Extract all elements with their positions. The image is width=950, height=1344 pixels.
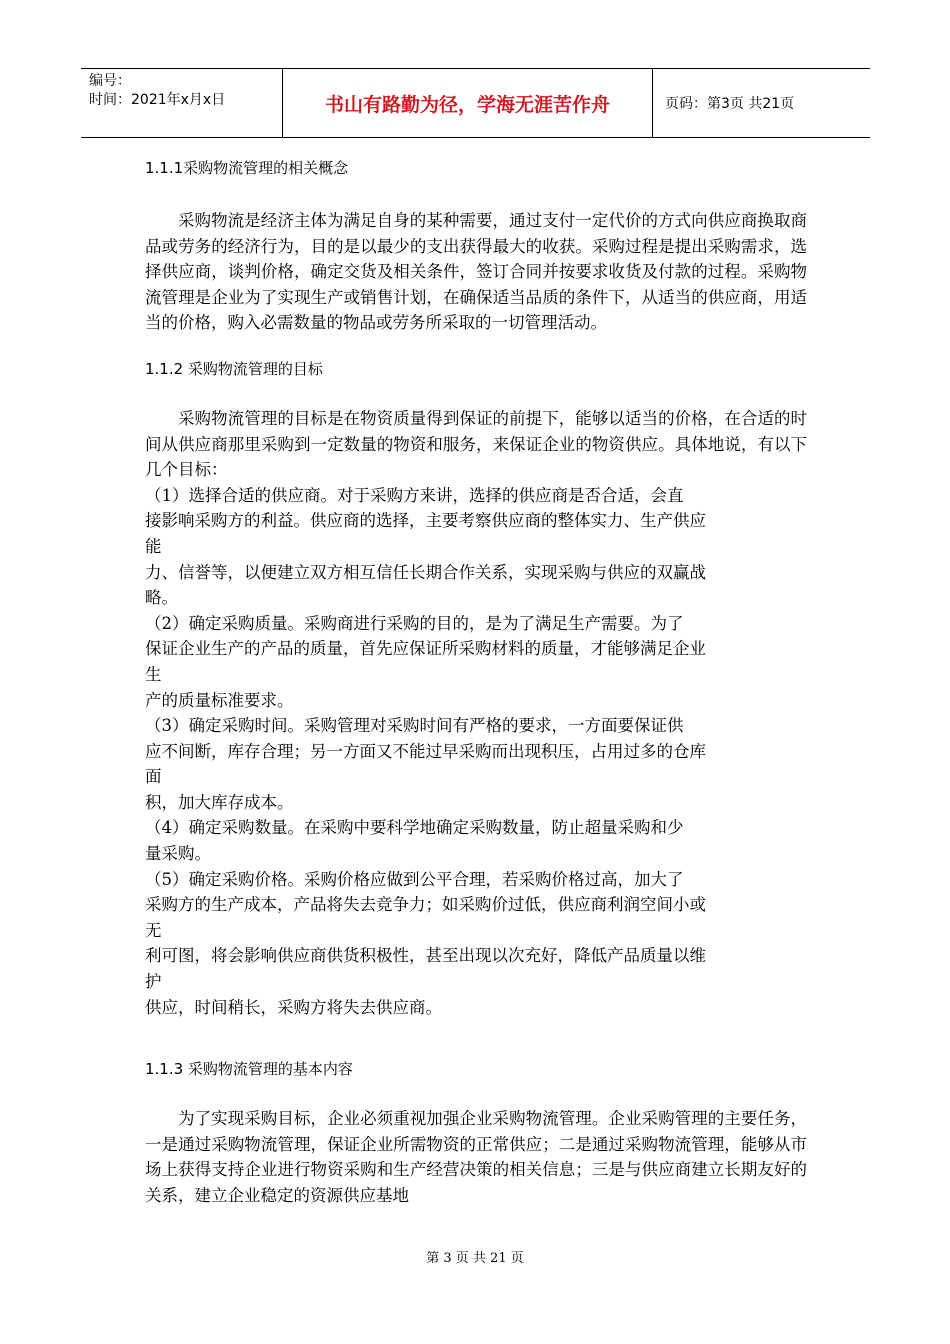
objective-line: 量采购。 — [145, 844, 211, 864]
header-table — [81, 68, 870, 138]
section-1-1-2-intro: 采购物流管理的目标是在物资质量得到保证的前提下，能够以适当的价格，在合适的时间从供应商那里采购到一定数量的物资和服务，来保证企业的物资供应。具体地说，有以下几个目标： — [145, 408, 807, 480]
objective-line: 面 — [145, 767, 162, 787]
objective-line: 接影响采购方的利益。供应商的选择，主要考察供应商的整体实力、生产供应 — [145, 511, 706, 531]
objective-line: 保证企业生产的产品的质量，首先应保证所采购材料的质量，才能够满足企业 — [145, 639, 706, 659]
objective-line: 生 — [145, 664, 162, 684]
header-page-code: 页码：第3页 共21页 — [665, 96, 795, 112]
objective-line: 产的质量标准要求。 — [145, 690, 294, 710]
document-number-label: 编号： — [89, 73, 131, 89]
objective-line: （3）确定采购时间。采购管理对采购时间有严格的要求，一方面要保证供 — [145, 716, 684, 736]
header-meta-cell — [81, 69, 283, 137]
objective-line: （2）确定采购质量。采购商进行采购的目的，是为了满足生产需要。为了 — [145, 613, 684, 633]
section-heading-1-1-2: 1.1.2 采购物流管理的目标 — [145, 359, 323, 378]
objective-line: （4）确定采购数量。在采购中要科学地确定采购数量，防止超量采购和少 — [145, 818, 684, 838]
objective-line: 积，加大库存成本。 — [145, 792, 294, 812]
objectives-list — [145, 483, 807, 1020]
objective-line: 护 — [145, 972, 162, 992]
section-1-1-1-paragraph: 采购物流是经济主体为满足自身的某种需要，通过支付一定代价的方式向供应商换取商品或劳务的经济行为，目的是以最少的支出获得最大的收获。采购过程是提出采购需求，选择供应商，谈判价格，确定交货及相关条件，签订合同并按要求收货及付款的过程。采购物流管理是企业为了实现生产或销售计划，在确保适当品质的条件下，从适当的供应商，用适当的价格，购入必需数量的物品或劳务所采取的一切管理活动。 — [145, 211, 807, 333]
document-body — [145, 155, 807, 1209]
objective-line: 采购方的生产成本，产品将失去竞争力；如采购价过低，供应商利润空间小或 — [145, 895, 706, 915]
objective-line: （1）选择合适的供应商。对于采购方来讲，选择的供应商是否合适，会直 — [145, 485, 684, 505]
section-1-1-3-paragraph: 为了实现采购目标，企业必须重视加强企业采购物流管理。企业采购管理的主要任务，一是通过采购物流管理，保证企业所需物资的正常供应；二是通过采购物流管理，能够从市场上获得支持企业进行物资采购和生产经营决策的相关信息；三是与供应商建立长期友好的关系，建立企业稳定的资源供应基地 — [145, 1109, 807, 1205]
section-heading-1-1-1: 1.1.1采购物流管理的相关概念 — [145, 159, 349, 177]
objective-line: 无 — [145, 920, 162, 940]
objective-line: 略。 — [145, 588, 178, 608]
objective-line: 力、信誉等，以便建立双方相互信任长期合作关系，实现采购与供应的双赢战 — [145, 562, 706, 582]
page-footer: 第 3 页 共 21 页 — [426, 1251, 524, 1266]
section-heading-1-1-3: 1.1.3 采购物流管理的基本内容 — [145, 1060, 353, 1079]
header-motto: 书山有路勤为径，学海无涯苦作舟 — [283, 69, 653, 137]
document-date-label: 时间：2021年x月x日 — [89, 92, 226, 108]
objective-line: （5）确定采购价格。采购价格应做到公平合理，若采购价格过高，加大了 — [145, 869, 684, 889]
objective-line: 能 — [145, 536, 162, 556]
objective-line: 利可图，将会影响供应商供货积极性，甚至出现以次充好，降低产品质量以维 — [145, 946, 706, 966]
objective-line: 应不间断，库存合理；另一方面又不能过早采购而出现积压，占用过多的仓库 — [145, 741, 706, 761]
objective-line: 供应，时间稍长，采购方将失去供应商。 — [145, 997, 442, 1017]
